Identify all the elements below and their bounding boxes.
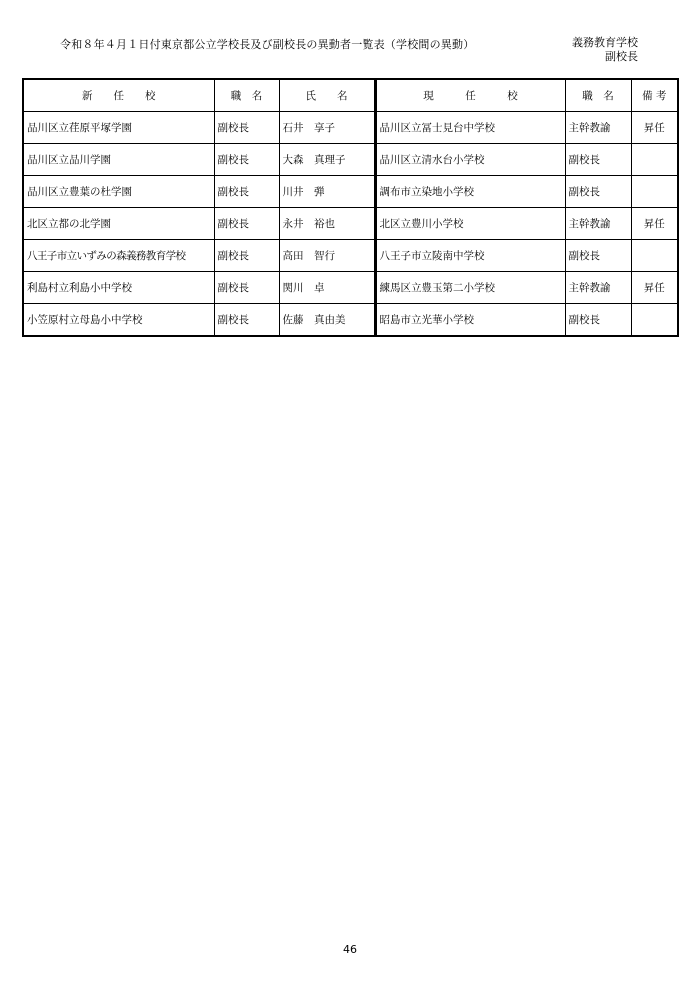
- page-number: 46: [343, 943, 357, 956]
- transfer-table: [22, 78, 679, 337]
- cell-name: 川井 弾: [279, 176, 375, 208]
- cell-new-school: 北区立都の北学園: [23, 208, 214, 240]
- cell-current-position: 主幹教諭: [565, 208, 631, 240]
- cell-name: 石井 享子: [279, 112, 375, 144]
- cell-new-position: 副校長: [214, 176, 279, 208]
- cell-current-school: 昭島市立光華小学校: [375, 304, 565, 337]
- cell-remarks: [631, 240, 678, 272]
- cell-name: 関川 卓: [279, 272, 375, 304]
- cell-new-school: 利島村立利島小中学校: [23, 272, 214, 304]
- document-title: 令和８年４月１日付東京都公立学校長及び副校長の異動者一覧表（学校間の異動）: [60, 38, 475, 51]
- cell-new-school: 品川区立品川学園: [23, 144, 214, 176]
- table-row: [23, 144, 678, 176]
- cell-current-school: 品川区立冨士見台中学校: [375, 112, 565, 144]
- cell-new-school: 八王子市立いずみの森義務教育学校: [23, 240, 214, 272]
- cell-remarks: 昇任: [631, 272, 678, 304]
- cell-current-position: 副校長: [565, 144, 631, 176]
- cell-new-position: 副校長: [214, 208, 279, 240]
- cell-name: 高田 智行: [279, 240, 375, 272]
- cell-new-school: 品川区立豊葉の杜学園: [23, 176, 214, 208]
- cell-current-school: 八王子市立陵南中学校: [375, 240, 565, 272]
- cell-current-school: 練馬区立豊玉第二小学校: [375, 272, 565, 304]
- cell-remarks: [631, 144, 678, 176]
- cell-remarks: [631, 304, 678, 337]
- cell-new-school: 品川区立荏原平塚学園: [23, 112, 214, 144]
- cell-current-position: 副校長: [565, 304, 631, 337]
- cell-current-position: 主幹教諭: [565, 272, 631, 304]
- cell-new-position: 副校長: [214, 240, 279, 272]
- cell-remarks: 昇任: [631, 112, 678, 144]
- header-name: 氏 名: [279, 79, 375, 112]
- table-header-row: [23, 79, 678, 112]
- category-line-position: 副校長: [605, 50, 638, 63]
- category-line-school-type: 義務教育学校: [572, 36, 638, 49]
- table-row: [23, 176, 678, 208]
- cell-name: 永井 裕也: [279, 208, 375, 240]
- cell-current-position: 副校長: [565, 240, 631, 272]
- cell-current-position: 副校長: [565, 176, 631, 208]
- cell-remarks: [631, 176, 678, 208]
- table-row: [23, 272, 678, 304]
- table-row: [23, 208, 678, 240]
- cell-current-school: 調布市立染地小学校: [375, 176, 565, 208]
- header-current-position: 職 名: [565, 79, 631, 112]
- cell-new-position: 副校長: [214, 304, 279, 337]
- cell-name: 大森 真理子: [279, 144, 375, 176]
- header-remarks: 備 考: [631, 79, 678, 112]
- cell-remarks: 昇任: [631, 208, 678, 240]
- table-row: [23, 112, 678, 144]
- cell-current-school: 北区立豊川小学校: [375, 208, 565, 240]
- header-new-position: 職 名: [214, 79, 279, 112]
- header-current-school: 現 任 校: [375, 79, 565, 112]
- cell-new-school: 小笠原村立母島小中学校: [23, 304, 214, 337]
- table-row: [23, 240, 678, 272]
- cell-new-position: 副校長: [214, 272, 279, 304]
- cell-new-position: 副校長: [214, 112, 279, 144]
- cell-current-position: 主幹教諭: [565, 112, 631, 144]
- cell-current-school: 品川区立清水台小学校: [375, 144, 565, 176]
- header-new-school: 新 任 校: [23, 79, 214, 112]
- cell-name: 佐藤 真由美: [279, 304, 375, 337]
- cell-new-position: 副校長: [214, 144, 279, 176]
- table-row: [23, 304, 678, 337]
- category-label: [572, 36, 638, 64]
